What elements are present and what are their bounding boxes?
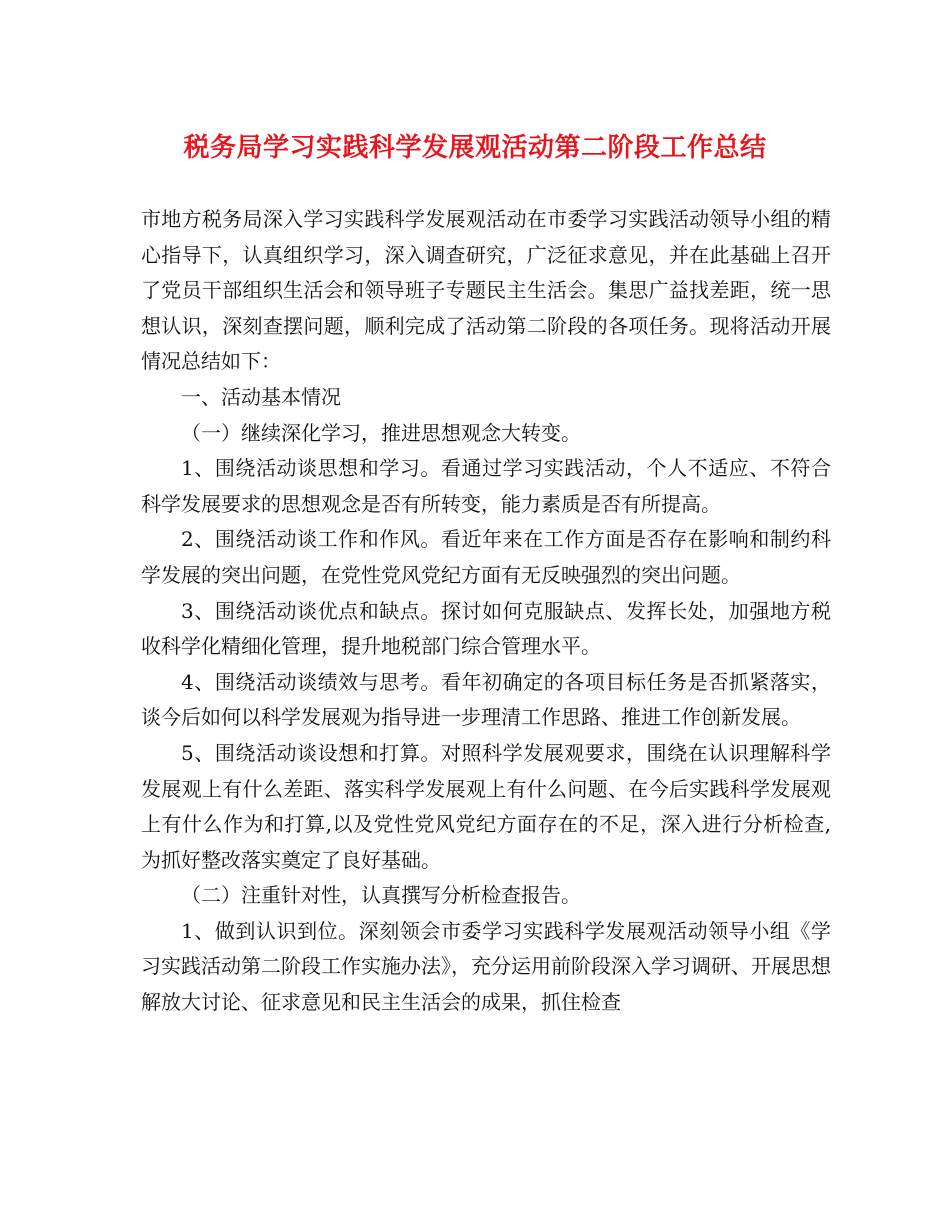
document-title: 税务局学习实践科学发展观活动第二阶段工作总结 [183, 133, 767, 163]
paragraph-item: 1、围绕活动谈思想和学习。看通过学习实践活动，个人不适应、不符合科学发展要求的思想观念是否有所转变，能力素质是否有所提高。 [141, 456, 831, 516]
paragraph-item: 5、围绕活动谈设想和打算。对照科学发展观要求，围绕在认识理解科学发展观上有什么差距、落实科学发展观上有什么问题、在今后实践科学发展观上有什么作为和打算,以及党性党风党纪方面存在的不足，深入进行分析检查,为抓好整改落实奠定了良好基础。 [141, 740, 831, 872]
paragraph-intro: 市地方税务局深入学习实践科学发展观活动在市委学习实践活动领导小组的精心指导下，认真组织学习，深入调查研究，广泛征求意见，并在此基础上召开了党员干部组织生活会和领导班子专题民主生活会。集思广益找差距，统一思想认识，深刻查摆问题，顺利完成了活动第二阶段的各项任务。现将活动开展情况总结如下： [141, 207, 831, 374]
document-body [141, 202, 831, 1021]
paragraph-item: 1、做到认识到位。深刻领会市委学习实践科学发展观活动领导小组《学习实践活动第二阶段工作实施办法》，充分运用前阶段深入学习调研、开展思想解放大讨论、征求意见和民主生活会的成果，抓住检查 [141, 918, 831, 1015]
paragraph-item: 3、围绕活动谈优点和缺点。探讨如何克服缺点、发挥长处，加强地方税收科学化精细化管理，提升地税部门综合管理水平。 [141, 598, 831, 659]
paragraph-item: 2、围绕活动谈工作和作风。看近年来在工作方面是否存在影响和制约科学发展的突出问题，在党性党风党纪方面有无反映强烈的突出问题。 [141, 527, 831, 587]
section-heading: 一、活动基本情况 [181, 384, 341, 409]
subsection-heading: （一）继续深化学习，推进思想观念大转变。 [181, 420, 581, 445]
subsection-heading: （二）注重针对性，认真撰写分析检查报告。 [181, 883, 581, 908]
paragraph-item: 4、围绕活动谈绩效与思考。看年初确定的各项目标任务是否抓紧落实，谈今后如何以科学发展观为指导进一步理清工作思路、推进工作创新发展。 [141, 669, 831, 730]
